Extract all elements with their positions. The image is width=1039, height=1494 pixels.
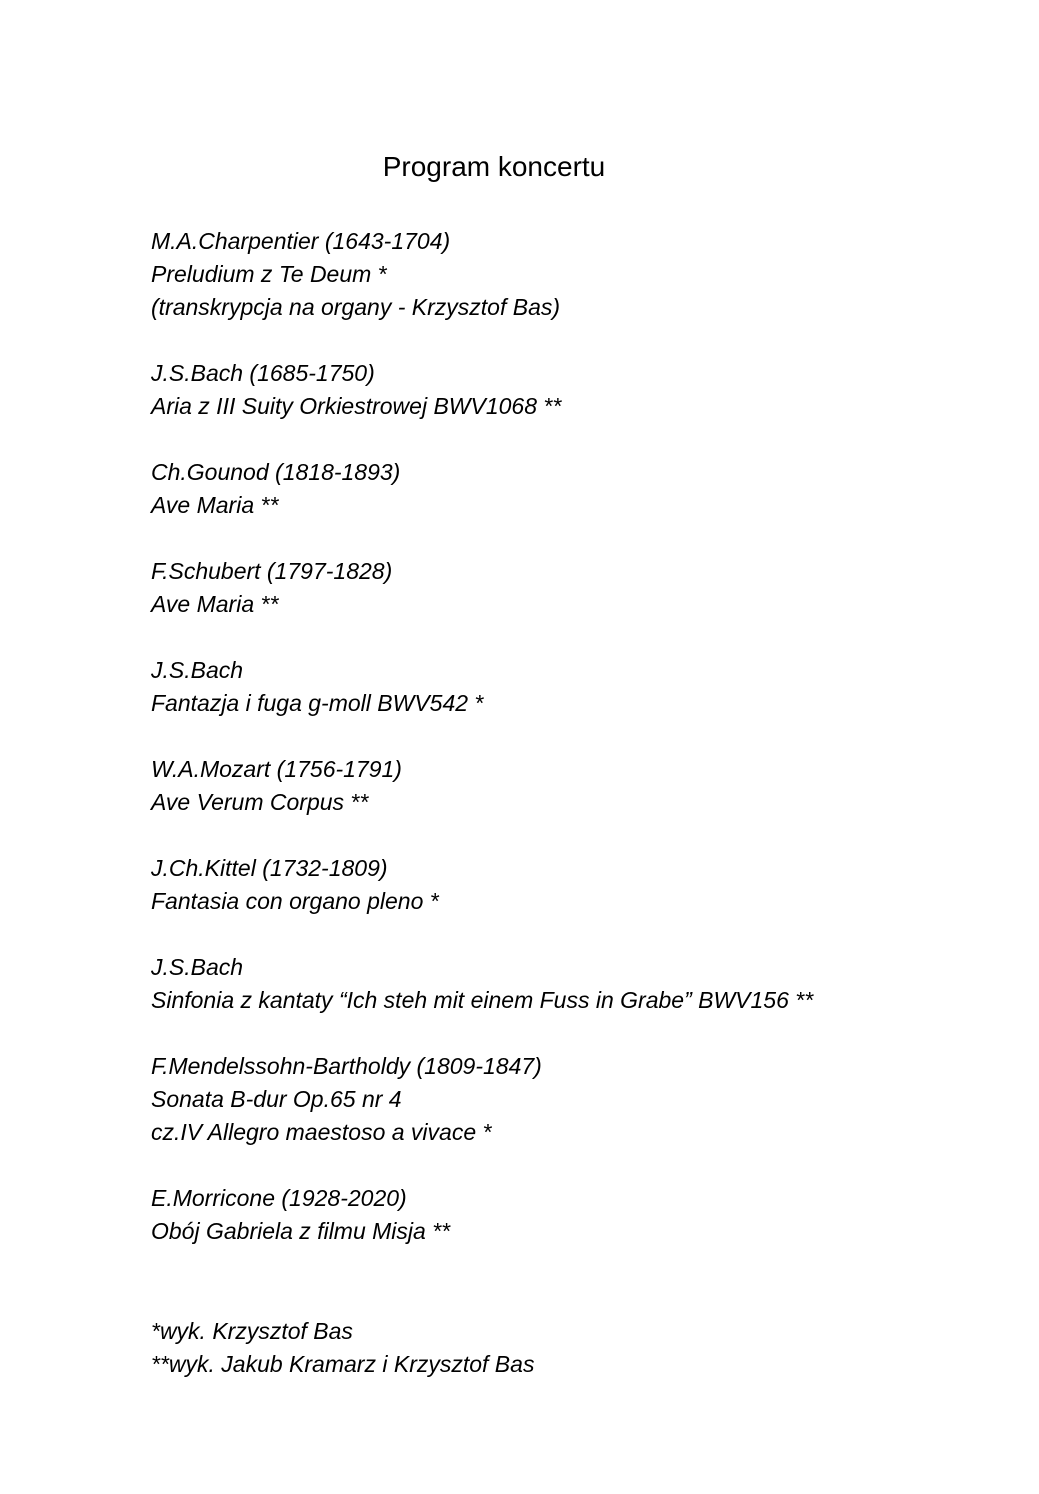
work-movement: cz.IV Allegro maestoso a vivace * <box>151 1119 492 1145</box>
page-title: Program koncertu <box>382 151 606 182</box>
work-title: Obój Gabriela z filmu Misja ** <box>151 1218 451 1244</box>
composer-name: J.S.Bach <box>151 657 244 683</box>
work-title: Aria z III Suity Orkiestrowej BWV1068 ** <box>151 393 562 419</box>
work-title: Ave Maria ** <box>151 492 279 518</box>
program-item <box>151 555 1021 621</box>
work-title: Fantazja i fuga g-moll BWV542 * <box>151 690 484 716</box>
program-list <box>151 225 1021 1281</box>
work-title: Sinfonia z kantaty “Ich steh mit einem Fuss in Grabe” BWV156 ** <box>151 987 814 1013</box>
program-item <box>151 357 1021 423</box>
performer-note: *wyk. Krzysztof Bas <box>151 1318 353 1344</box>
program-item <box>151 852 1021 918</box>
program-item <box>151 1050 1021 1149</box>
composer-name: J.Ch.Kittel (1732-1809) <box>151 855 388 881</box>
work-title: Ave Maria ** <box>151 591 279 617</box>
composer-name: J.S.Bach (1685-1750) <box>151 360 375 386</box>
composer-name: W.A.Mozart (1756-1791) <box>151 756 402 782</box>
work-note: (transkrypcja na organy - Krzysztof Bas) <box>151 294 561 320</box>
program-item <box>151 951 1021 1017</box>
work-title: Ave Verum Corpus ** <box>151 789 369 815</box>
work-title: Fantasia con organo pleno * <box>151 888 439 914</box>
composer-name: J.S.Bach <box>151 954 244 980</box>
program-item <box>151 1182 1021 1248</box>
program-item <box>151 456 1021 522</box>
composer-name: F.Mendelssohn-Bartholdy (1809-1847) <box>151 1053 542 1079</box>
performer-note: **wyk. Jakub Kramarz i Krzysztof Bas <box>151 1351 535 1377</box>
performer-notes <box>151 1315 1021 1381</box>
program-item <box>151 654 1021 720</box>
program-item <box>151 225 1021 324</box>
program-item <box>151 753 1021 819</box>
composer-name: Ch.Gounod (1818-1893) <box>151 459 401 485</box>
work-title: Preludium z Te Deum * <box>151 261 387 287</box>
composer-name: E.Morricone (1928-2020) <box>151 1185 407 1211</box>
composer-name: M.A.Charpentier (1643-1704) <box>151 228 451 254</box>
work-title: Sonata B-dur Op.65 nr 4 <box>151 1086 402 1112</box>
composer-name: F.Schubert (1797-1828) <box>151 558 393 584</box>
